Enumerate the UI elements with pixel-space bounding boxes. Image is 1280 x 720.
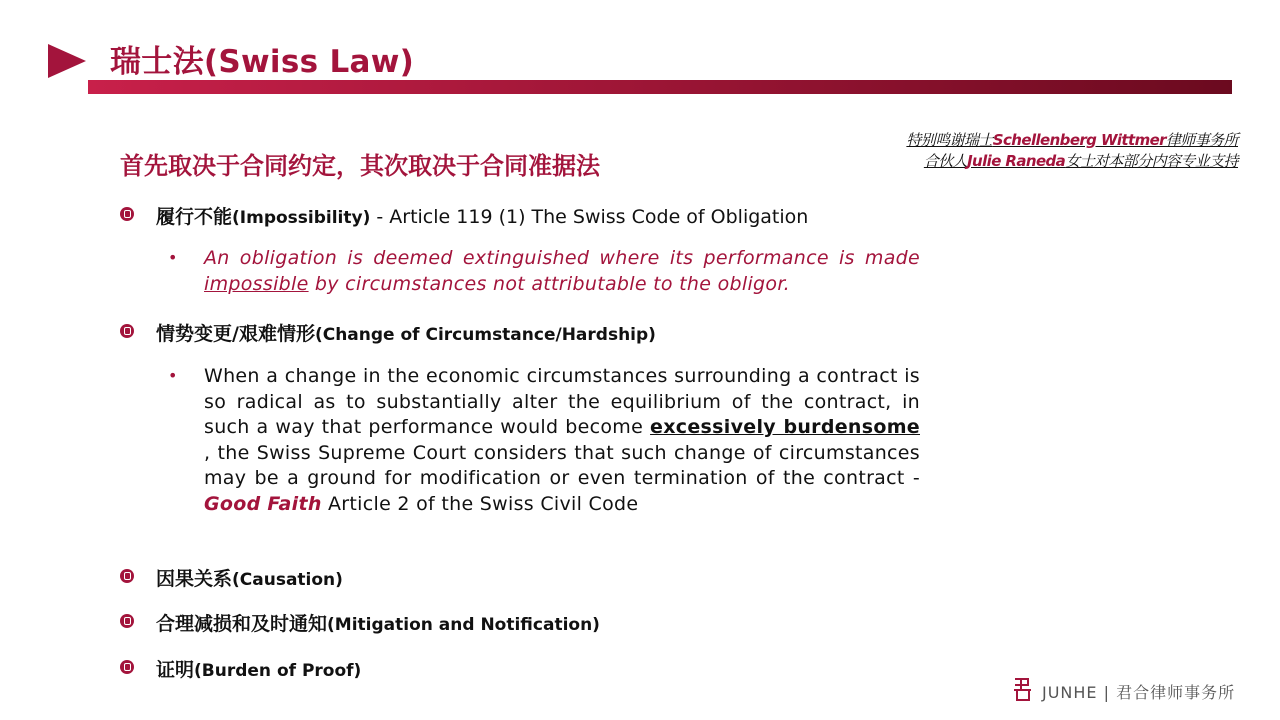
title-rule [88, 80, 1232, 94]
seal-bullet-icon [120, 207, 134, 221]
section-subtitle: 首先取决于合同约定，其次取决于合同准据法 [120, 152, 600, 180]
dot-bullet-icon: • [168, 248, 178, 267]
credit-note [906, 130, 1238, 172]
list-item-label: 合理减损和及时通知(Mitigation and Notification) [156, 613, 600, 635]
list-item-label: 履行不能(Impossibility) - Article 119 (1) The Swiss Code of Obligation [156, 206, 809, 228]
credit-line-1: 特别鸣谢瑞士Schellenberg Wittmer律师事务所 [906, 131, 1238, 149]
page-title: 瑞士法(Swiss Law) [110, 44, 415, 80]
impossibility-text: An obligation is deemed extinguished where its performance is made impossible by circumstances not attributable to the obligor. [204, 247, 920, 295]
junhe-logo-icon [1012, 676, 1034, 702]
list-item-label: 情势变更/艰难情形(Change of Circumstance/Hardship) [156, 323, 656, 345]
list-item-label: 因果关系(Causation) [156, 568, 343, 590]
seal-bullet-icon [120, 324, 134, 338]
seal-bullet-icon [120, 569, 134, 583]
footer-brand: JUNHE | 君合律师事务所 [1042, 683, 1236, 702]
title-arrow-icon [48, 44, 86, 78]
credit-line-2: 合伙人Julie Raneda女士对本部分内容专业支持 [923, 152, 1238, 170]
dot-bullet-icon: • [168, 366, 178, 385]
hardship-text: When a change in the economic circumstances surrounding a contract is so radical as to substantially alter the equilibrium of the contract, in such a way that performance would become excessively burdensome , the Swiss Supreme Court considers that such change of circumstances may be a ground for modification or even termination of the contract - Good Faith Article 2 of the Swiss Civil Code [204, 365, 920, 515]
seal-bullet-icon [120, 660, 134, 674]
list-item-label: 证明(Burden of Proof) [156, 659, 362, 681]
seal-bullet-icon [120, 614, 134, 628]
